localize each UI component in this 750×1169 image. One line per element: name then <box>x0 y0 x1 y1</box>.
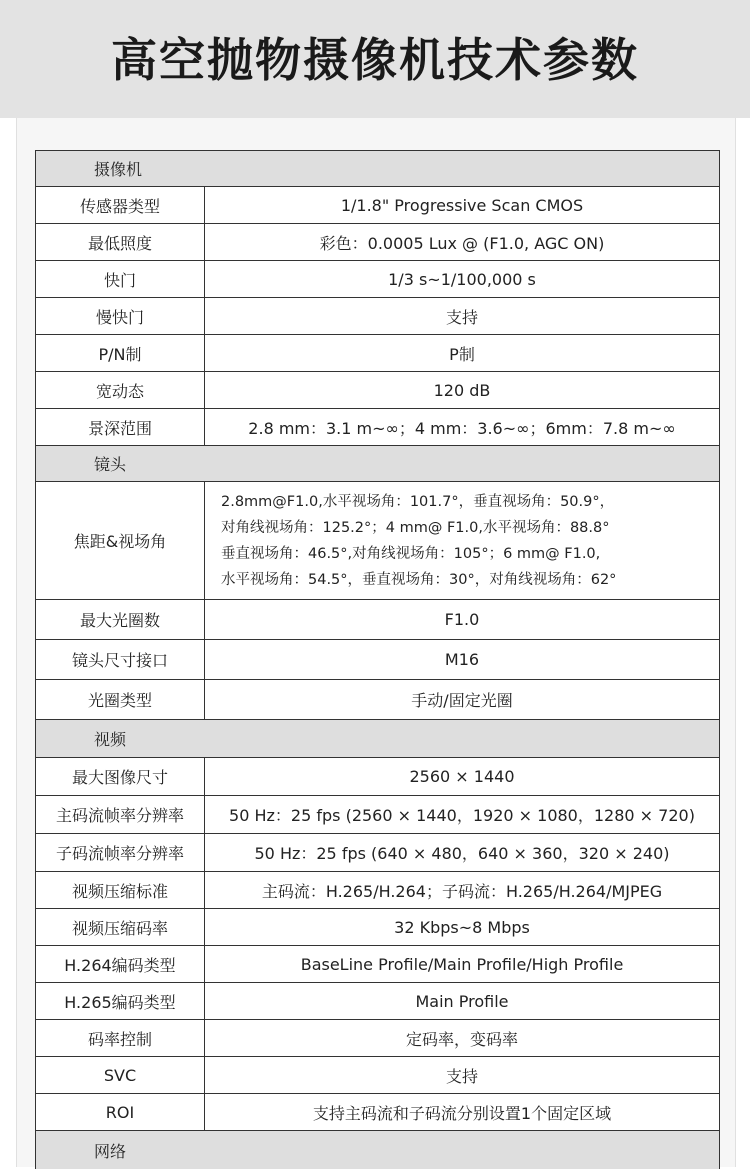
spec-value: 1/1.8" Progressive Scan CMOS <box>340 195 584 215</box>
page-title: 高空抛物摄像机技术参数 <box>111 33 639 87</box>
spec-label: 最低照度 <box>36 224 205 260</box>
spec-value: P制 <box>449 344 475 364</box>
spec-value-line: 2.8mm@F1.0,水平视场角：101.7°，垂直视场角：50.9°， <box>221 493 615 510</box>
table-row <box>36 600 719 640</box>
spec-value-line: 对角线视场角：125.2°；4 mm@ F1.0,水平视场角：88.8° <box>221 519 610 536</box>
section-title: 视频 <box>94 730 127 749</box>
table-row <box>36 758 719 796</box>
spec-label: SVC <box>36 1057 205 1093</box>
spec-label: P/N制 <box>36 335 205 371</box>
spec-value: 2560 × 1440 <box>409 767 515 786</box>
spec-value: 32 Kbps~8 Mbps <box>394 917 530 937</box>
table-row <box>36 1020 719 1057</box>
spec-table <box>35 150 720 1169</box>
spec-value: 定码率，变码率 <box>405 1029 518 1049</box>
table-row <box>36 1057 719 1094</box>
spec-value: 1/3 s~1/100,000 s <box>388 269 536 289</box>
table-row <box>36 909 719 946</box>
section-header-network <box>36 1131 719 1169</box>
table-row <box>36 335 719 372</box>
table-row <box>36 482 719 600</box>
spec-label: 慢快门 <box>36 298 205 334</box>
table-row <box>36 261 719 298</box>
table-row <box>36 1094 719 1131</box>
spec-label: H.265编码类型 <box>36 983 205 1019</box>
table-row <box>36 224 719 261</box>
spec-value-line: 水平视场角：54.5°，垂直视场角：30°，对角线视场角：62° <box>221 571 617 588</box>
spec-value-multiline <box>205 482 719 599</box>
spec-value: 支持 <box>445 307 478 327</box>
spec-label: 最大光圈数 <box>36 600 205 639</box>
spec-value: 手动/固定光圈 <box>411 691 513 710</box>
table-row <box>36 946 719 983</box>
table-row <box>36 409 719 446</box>
table-row <box>36 640 719 680</box>
section-header-lens <box>36 446 719 482</box>
spec-label: 主码流帧率分辨率 <box>36 796 205 833</box>
spec-value: BaseLine Profile/Main Profile/High Profile <box>300 954 624 974</box>
table-row <box>36 372 719 409</box>
table-row <box>36 680 719 720</box>
spec-label: 传感器类型 <box>36 187 205 223</box>
spec-value: 120 dB <box>433 380 491 400</box>
table-row <box>36 834 719 872</box>
spec-label: 焦距&视场角 <box>36 482 205 599</box>
spec-label: 最大图像尺寸 <box>36 758 205 795</box>
table-row <box>36 983 719 1020</box>
section-title: 摄像机 <box>94 160 143 179</box>
spec-label: ROI <box>36 1094 205 1130</box>
spec-value: Main Profile <box>415 991 509 1011</box>
spec-value: 50 Hz：25 fps (2560 × 1440，1920 × 1080，1280 × 720) <box>229 806 695 825</box>
spec-label: 宽动态 <box>36 372 205 408</box>
section-header-video <box>36 720 719 758</box>
spec-value: F1.0 <box>444 610 480 629</box>
section-header-camera <box>36 151 719 187</box>
spec-label: 视频压缩码率 <box>36 909 205 945</box>
spec-label: H.264编码类型 <box>36 946 205 982</box>
spec-value: 50 Hz：25 fps (640 × 480，640 × 360，320 × 240) <box>254 844 670 863</box>
spec-value-line: 垂直视场角：46.5°,对角线视场角：105°；6 mm@ F1.0, <box>221 545 601 562</box>
section-title: 网络 <box>94 1141 127 1161</box>
spec-label: 码率控制 <box>36 1020 205 1056</box>
spec-label: 子码流帧率分辨率 <box>36 834 205 871</box>
spec-label: 镜头尺寸接口 <box>36 640 205 679</box>
spec-label: 视频压缩标准 <box>36 872 205 908</box>
spec-value: 支持 <box>445 1066 478 1086</box>
spec-label: 景深范围 <box>36 409 205 445</box>
table-row <box>36 187 719 224</box>
spec-label: 光圈类型 <box>36 680 205 719</box>
spec-value: M16 <box>444 650 480 669</box>
spec-value: 主码流：H.265/H.264；子码流：H.265/H.264/MJPEG <box>261 881 663 901</box>
table-row <box>36 796 719 834</box>
spec-value: 2.8 mm：3.1 m~∞；4 mm：3.6~∞；6mm：7.8 m~∞ <box>248 418 676 438</box>
spec-label: 快门 <box>36 261 205 297</box>
title-banner <box>0 0 750 118</box>
spec-value: 彩色：0.0005 Lux @ (F1.0, AGC ON) <box>319 233 605 253</box>
table-row <box>36 298 719 335</box>
section-title: 镜头 <box>94 455 127 474</box>
spec-value: 支持主码流和子码流分别设置1个固定区域 <box>312 1103 612 1123</box>
table-row <box>36 872 719 909</box>
